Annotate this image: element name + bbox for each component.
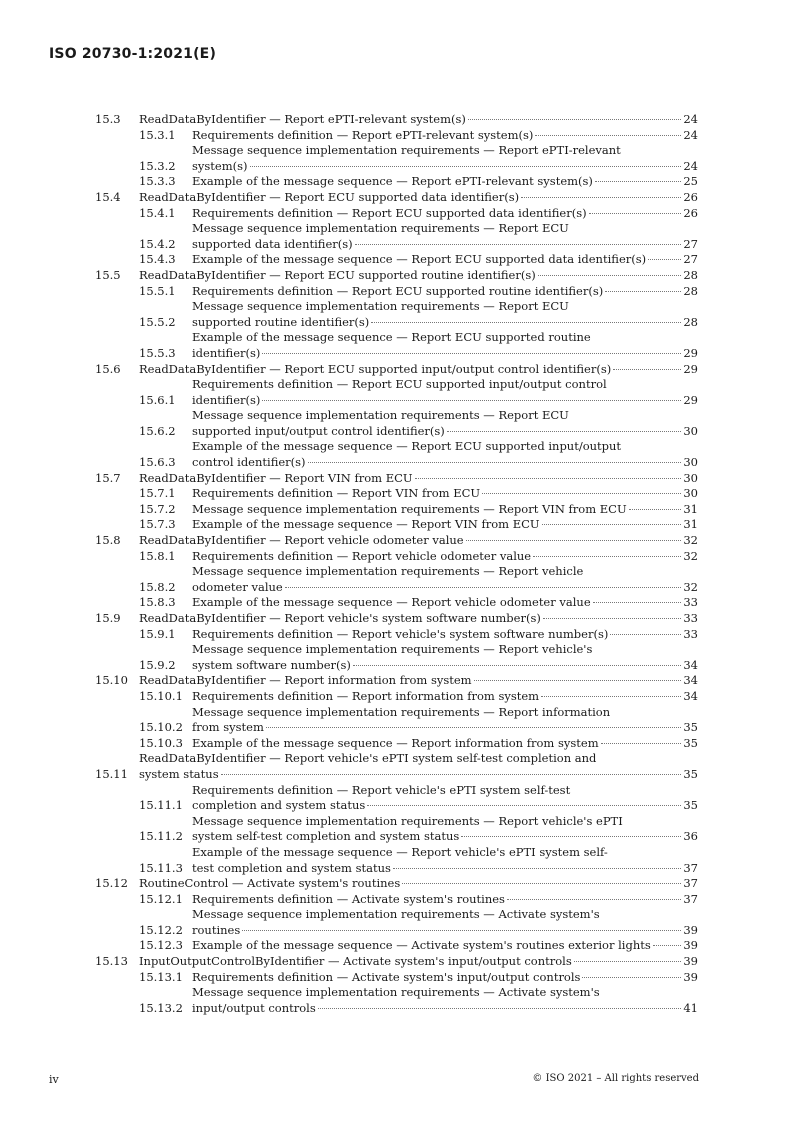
- dot-leader: [543, 618, 682, 619]
- toc-entry-page: 39: [683, 922, 698, 937]
- toc-entry-page: 34: [683, 688, 698, 703]
- toc-entry-page: 41: [683, 1000, 698, 1015]
- toc-entry-page: 31: [683, 517, 698, 532]
- toc-entry-number: 15.10.1: [139, 688, 183, 703]
- toc-entry[interactable]: [95, 533, 698, 549]
- toc-entry-title: ReadDataByIdentifier — Report vehicle odometer value: [139, 533, 464, 548]
- dot-leader: [601, 743, 682, 744]
- toc-entry[interactable]: [139, 299, 698, 330]
- toc-entry[interactable]: [139, 736, 698, 752]
- toc-entry-title: system(s): [192, 158, 248, 173]
- toc-entry-title: Message sequence implementation requirements — Report VIN from ECU: [192, 501, 627, 516]
- toc-entry-page: 30: [683, 455, 698, 470]
- toc-entry[interactable]: [139, 284, 698, 300]
- toc-entry-title: Example of the message sequence — Report ECU supported input/output: [192, 439, 622, 454]
- toc-entry-number: 15.12.3: [139, 938, 183, 953]
- toc-entry-number: 15.11: [95, 766, 128, 781]
- toc-entry-title: Requirements definition — Report ECU supported routine identifier(s): [192, 283, 604, 298]
- toc-entry-page: 24: [683, 112, 698, 126]
- toc-entry-number: 15.4.3: [139, 252, 176, 267]
- dot-leader: [367, 805, 681, 806]
- toc-entry-title: ReadDataByIdentifier — Report ePTI-relevant system(s): [139, 112, 466, 126]
- toc-entry-number: 15.13: [95, 954, 128, 969]
- toc-entry-number: 15.9.1: [139, 626, 176, 641]
- toc-entry[interactable]: [139, 330, 698, 361]
- toc-entry-number: 15.6: [95, 361, 121, 376]
- toc-entry-number: 15.3.1: [139, 127, 176, 142]
- toc-entry[interactable]: [139, 814, 698, 845]
- toc-entry-title: Requirements definition — Report ECU supported data identifier(s): [192, 205, 587, 220]
- toc-entry-title: control identifier(s): [192, 455, 306, 470]
- toc-entry-number: 15.10: [95, 673, 128, 688]
- dot-leader: [447, 431, 682, 432]
- toc-entry-number: 15.10.3: [139, 735, 183, 750]
- toc-entry-title: Message sequence implementation requirements — Report ECU: [192, 299, 569, 314]
- dot-leader: [542, 524, 682, 525]
- dot-leader: [242, 930, 681, 931]
- dot-leader: [507, 899, 681, 900]
- toc-entry-title: Example of the message sequence — Report ePTI-relevant system(s): [192, 174, 593, 189]
- toc-entry-title: system status: [139, 766, 219, 781]
- dot-leader: [574, 961, 682, 962]
- toc-entry[interactable]: [139, 486, 698, 502]
- toc-entry-page: 28: [683, 314, 698, 329]
- dot-leader: [402, 883, 681, 884]
- toc-entry-page: 27: [683, 236, 698, 251]
- toc-entry-title: ReadDataByIdentifier — Report VIN from ECU: [139, 470, 413, 485]
- page-number: iv: [49, 1073, 59, 1086]
- toc-entry[interactable]: [139, 128, 698, 144]
- toc-entry-number: 15.7: [95, 470, 121, 485]
- toc-entry[interactable]: [139, 252, 698, 268]
- dot-leader: [605, 291, 681, 292]
- toc-entry[interactable]: [95, 112, 698, 128]
- toc-entry-title: odometer value: [192, 579, 283, 594]
- toc-entry-title: completion and system status: [192, 798, 366, 813]
- toc-entry-title: Requirements definition — Report vehicle's system software number(s): [192, 626, 609, 641]
- dot-leader: [653, 945, 682, 946]
- toc-entry-page: 29: [683, 345, 698, 360]
- toc-entry-number: 15.6.2: [139, 423, 176, 438]
- toc-entry-title: ReadDataByIdentifier — Report vehicle's ePTI system self-test completion and: [139, 751, 597, 766]
- toc-entry-page: 30: [683, 486, 698, 501]
- toc-entry-title: from system: [192, 720, 264, 735]
- dot-leader: [353, 665, 681, 666]
- toc-entry-number: 15.5.2: [139, 314, 176, 329]
- toc-entry-number: 15.13.1: [139, 969, 183, 984]
- toc-entry-number: 15.9.2: [139, 657, 176, 672]
- toc-entry-title: Example of the message sequence — Report ECU supported data identifier(s): [192, 252, 647, 267]
- toc-entry[interactable]: [95, 954, 698, 970]
- toc-entry-page: 39: [683, 954, 698, 969]
- toc-entry-title: Requirements definition — Report vehicle odometer value: [192, 548, 532, 563]
- dot-leader: [474, 680, 682, 681]
- toc-entry-page: 33: [683, 611, 698, 625]
- toc-entry-title: input/output controls: [192, 1000, 316, 1015]
- dot-leader: [582, 977, 681, 978]
- toc-entry-page: 36: [683, 829, 698, 844]
- toc-entry-number: 15.8.2: [139, 579, 176, 594]
- toc-entry-page: 39: [683, 938, 698, 953]
- dot-leader: [466, 540, 682, 541]
- toc-entry-title: Requirements definition — Activate system's input/output controls: [192, 969, 581, 984]
- toc-entry-number: 15.8.1: [139, 548, 176, 563]
- toc-entry-title: identifier(s): [192, 345, 261, 360]
- toc-entry-page: 35: [683, 798, 698, 813]
- toc-entry-title: ReadDataByIdentifier — Report vehicle's system software number(s): [139, 611, 541, 625]
- toc-entry-title: Example of the message sequence — Report VIN from ECU: [192, 517, 540, 532]
- toc-entry[interactable]: [139, 564, 698, 595]
- toc-entry[interactable]: [139, 502, 698, 518]
- toc-entry-title: Requirements definition — Report VIN from ECU: [192, 486, 481, 501]
- toc-entry[interactable]: [95, 876, 698, 892]
- toc-entry[interactable]: [139, 642, 698, 673]
- toc-entry-number: 15.3.3: [139, 174, 176, 189]
- toc-entry-page: 37: [683, 876, 698, 891]
- toc-entry-page: 25: [683, 174, 698, 189]
- toc-entry-title: supported data identifier(s): [192, 236, 353, 251]
- toc-entry-number: 15.12: [95, 876, 128, 891]
- toc-entry-title: Example of the message sequence — Report information from system: [192, 735, 599, 750]
- toc-entry-page: 29: [683, 361, 698, 376]
- dot-leader: [262, 400, 681, 401]
- toc-entry-page: 31: [683, 501, 698, 516]
- toc-entry-page: 28: [683, 283, 698, 298]
- toc-entry[interactable]: [139, 206, 698, 222]
- toc-entry-page: 26: [683, 189, 698, 204]
- toc-entry-title: InputOutputControlByIdentifier — Activate system's input/output controls: [139, 954, 572, 969]
- toc-entry-title: Example of the message sequence — Report vehicle odometer value: [192, 595, 591, 610]
- toc-entry-title: identifier(s): [192, 392, 261, 407]
- toc-entry[interactable]: [95, 673, 698, 689]
- toc-entry[interactable]: [139, 970, 698, 986]
- toc-entry-title: Requirements definition — Report information from system: [192, 688, 540, 703]
- toc-entry-title: ReadDataByIdentifier — Report ECU supported routine identifier(s): [139, 267, 536, 282]
- toc-entry-number: 15.7.1: [139, 486, 176, 501]
- toc-entry[interactable]: [139, 892, 698, 908]
- toc-entry-number: 15.5.1: [139, 283, 176, 298]
- dot-leader: [285, 587, 682, 588]
- toc-entry-page: 27: [683, 252, 698, 267]
- toc-entry-page: 29: [683, 392, 698, 407]
- toc-entry-title: Message sequence implementation requirements — Activate system's: [192, 907, 600, 922]
- toc-entry-page: 24: [683, 127, 698, 142]
- toc-entry-page: 28: [683, 267, 698, 282]
- document-header: ISO 20730-1:2021(E): [49, 46, 217, 62]
- dot-leader: [482, 493, 681, 494]
- dot-leader: [648, 259, 681, 260]
- dot-leader: [629, 509, 682, 510]
- dot-leader: [262, 353, 681, 354]
- toc-entry-title: ReadDataByIdentifier — Report ECU supported input/output control identifier(s): [139, 361, 612, 376]
- toc-entry-number: 15.12.2: [139, 922, 183, 937]
- toc-entry-title: Message sequence implementation requirements — Activate system's: [192, 985, 600, 1000]
- toc-entry-page: 35: [683, 766, 698, 781]
- toc-entry-title: ReadDataByIdentifier — Report information from system: [139, 673, 472, 688]
- toc-entry-number: 15.11.1: [139, 798, 183, 813]
- toc-entry-title: Message sequence implementation requirements — Report ECU: [192, 408, 569, 423]
- toc-entry[interactable]: [139, 985, 698, 1016]
- toc-entry[interactable]: [139, 549, 698, 565]
- toc-entry-number: 15.10.2: [139, 720, 183, 735]
- toc-entry-number: 15.4.1: [139, 205, 176, 220]
- dot-leader: [415, 478, 682, 479]
- page-footer: [49, 1073, 699, 1086]
- toc-entry-number: 15.8: [95, 533, 121, 548]
- toc-entry[interactable]: [139, 907, 698, 938]
- dot-leader: [461, 836, 681, 837]
- toc-entry-page: 34: [683, 673, 698, 688]
- dot-leader: [371, 322, 681, 323]
- toc-entry-page: 26: [683, 205, 698, 220]
- dot-leader: [538, 275, 682, 276]
- toc-entry-title: Message sequence implementation requirements — Report ePTI-relevant: [192, 143, 621, 158]
- toc-entry-number: 15.3: [95, 112, 121, 126]
- toc-entry[interactable]: [95, 611, 698, 627]
- toc-entry-number: 15.7.2: [139, 501, 176, 516]
- dot-leader: [595, 181, 681, 182]
- toc-entry-title: Requirements definition — Report ECU supported input/output control: [192, 377, 607, 392]
- toc-entry-page: 32: [683, 533, 698, 548]
- toc-entry-title: supported routine identifier(s): [192, 314, 370, 329]
- toc-entry-page: 33: [683, 626, 698, 641]
- toc-entry-number: 15.3.2: [139, 158, 176, 173]
- toc-entry-number: 15.6.1: [139, 392, 176, 407]
- toc-entry-title: Requirements definition — Report ePTI-relevant system(s): [192, 127, 534, 142]
- toc-entry-page: 37: [683, 860, 698, 875]
- toc-entry-page: 30: [683, 423, 698, 438]
- dot-leader: [533, 556, 681, 557]
- toc-entry[interactable]: [139, 143, 698, 174]
- toc-entry[interactable]: [95, 268, 698, 284]
- toc-entry-page: 32: [683, 579, 698, 594]
- toc-entry-number: 15.6.3: [139, 455, 176, 470]
- toc-entry-title: Example of the message sequence — Activate system's routines exterior lights: [192, 938, 651, 953]
- toc-entry[interactable]: [139, 705, 698, 736]
- toc-entry-page: 24: [683, 158, 698, 173]
- toc-entry-page: 37: [683, 891, 698, 906]
- dot-leader: [610, 634, 681, 635]
- toc-entry[interactable]: [95, 471, 698, 487]
- toc-entry-title: Message sequence implementation requirements — Report vehicle: [192, 564, 584, 579]
- toc-entry-title: Message sequence implementation requirements — Report information: [192, 704, 611, 719]
- dot-leader: [355, 244, 682, 245]
- dot-leader: [468, 119, 681, 120]
- toc-entry-number: 15.11.2: [139, 829, 183, 844]
- toc-entry-title: system self-test completion and system status: [192, 829, 460, 844]
- toc-entry-number: 15.13.2: [139, 1000, 183, 1015]
- toc-entry-title: Example of the message sequence — Report vehicle's ePTI system self-: [192, 844, 608, 859]
- toc-entry[interactable]: [139, 783, 698, 814]
- dot-leader: [308, 462, 682, 463]
- toc-entry-title: Requirements definition — Report vehicle's ePTI system self-test: [192, 782, 571, 797]
- dot-leader: [541, 696, 681, 697]
- toc-entry-page: 35: [683, 735, 698, 750]
- toc-entry-title: ReadDataByIdentifier — Report ECU supported data identifier(s): [139, 189, 520, 204]
- toc-entry-number: 15.7.3: [139, 517, 176, 532]
- toc-entry-title: system software number(s): [192, 657, 351, 672]
- dot-leader: [613, 369, 681, 370]
- dot-leader: [593, 602, 682, 603]
- toc-entry-number: 15.5: [95, 267, 121, 282]
- toc-entry[interactable]: [139, 174, 698, 190]
- toc-entry[interactable]: [139, 595, 698, 611]
- toc-entry-number: 15.4.2: [139, 236, 176, 251]
- toc-entry-page: 35: [683, 720, 698, 735]
- toc-entry-number: 15.9: [95, 611, 121, 625]
- toc-entry[interactable]: [95, 190, 698, 206]
- toc-entry[interactable]: [139, 845, 698, 876]
- toc-entry-title: supported input/output control identifier(s): [192, 423, 445, 438]
- toc-entry[interactable]: [139, 627, 698, 643]
- dot-leader: [318, 1008, 682, 1009]
- toc-entry-page: 39: [683, 969, 698, 984]
- toc-entry-title: test completion and system status: [192, 860, 391, 875]
- toc-entry[interactable]: [139, 377, 698, 408]
- toc-entry[interactable]: [139, 517, 698, 533]
- dot-leader: [589, 213, 682, 214]
- toc-entry-number: 15.4: [95, 189, 121, 204]
- table-of-contents: [0, 112, 793, 1016]
- toc-entry[interactable]: [139, 408, 698, 439]
- toc-entry[interactable]: [139, 938, 698, 954]
- toc-entry[interactable]: [139, 221, 698, 252]
- toc-entry-number: 15.11.3: [139, 860, 183, 875]
- toc-entry-title: RoutineControl — Activate system's routines: [139, 876, 401, 891]
- toc-entry-title: routines: [192, 922, 241, 937]
- toc-entry-page: 30: [683, 470, 698, 485]
- toc-entry-number: 15.8.3: [139, 595, 176, 610]
- toc-entry-title: Example of the message sequence — Report ECU supported routine: [192, 330, 591, 345]
- dot-leader: [250, 166, 682, 167]
- copyright-notice: © ISO 2021 – All rights reserved: [532, 1073, 699, 1084]
- dot-leader: [393, 868, 681, 869]
- dot-leader: [535, 135, 681, 136]
- toc-entry-title: Message sequence implementation requirements — Report vehicle's ePTI: [192, 813, 623, 828]
- toc-entry-title: Message sequence implementation requirements — Report vehicle's: [192, 642, 593, 657]
- toc-entry[interactable]: [139, 439, 698, 470]
- toc-entry-title: Requirements definition — Activate system's routines: [192, 891, 505, 906]
- dot-leader: [221, 774, 682, 775]
- toc-entry-number: 15.5.3: [139, 345, 176, 360]
- dot-leader: [266, 727, 681, 728]
- toc-entry-page: 33: [683, 595, 698, 610]
- toc-entry[interactable]: [95, 751, 698, 782]
- toc-entry[interactable]: [95, 362, 698, 378]
- toc-entry-number: 15.12.1: [139, 891, 183, 906]
- dot-leader: [521, 197, 681, 198]
- toc-entry-page: 34: [683, 657, 698, 672]
- toc-entry-title: Message sequence implementation requirements — Report ECU: [192, 221, 569, 236]
- toc-entry-page: 32: [683, 548, 698, 563]
- toc-entry[interactable]: [139, 689, 698, 705]
